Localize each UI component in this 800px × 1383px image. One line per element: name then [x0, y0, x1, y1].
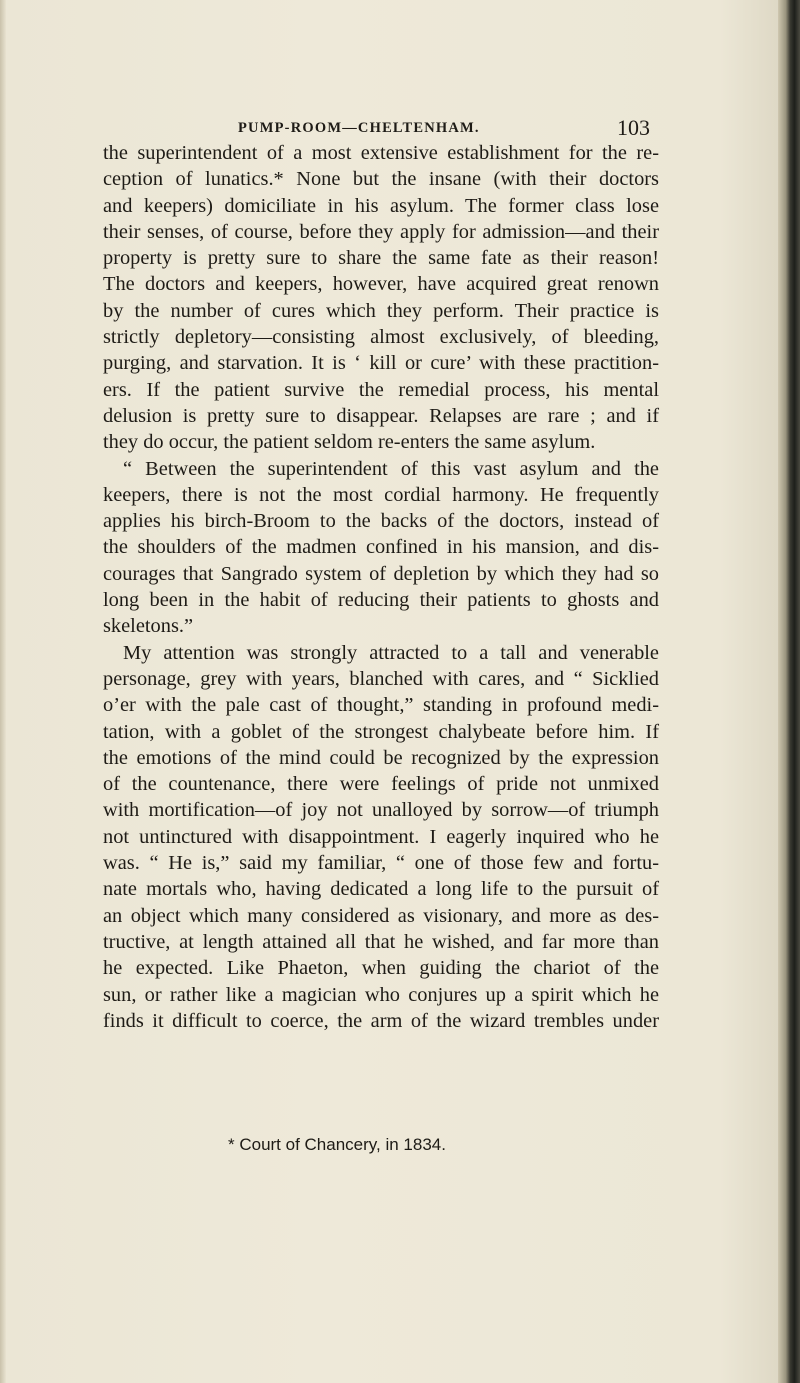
text-line: courages that Sangrado system of depletion by which they had so	[103, 562, 659, 585]
text-line: not untinctured with disappointment. I eagerly inquired who he	[103, 825, 659, 848]
text-line: tructive, at length attained all that he wished, and far more than	[103, 930, 659, 953]
page-left-edge	[0, 0, 6, 1383]
text-line: and keepers) domiciliate in his asylum. The former class lose	[103, 194, 659, 217]
text-line: property is pretty sure to share the same fate as their reason!	[103, 247, 659, 270]
running-head: PUMP-ROOM—CHELTENHAM.	[238, 120, 480, 136]
text-line: tation, with a goblet of the strongest chalybeate before him. If	[103, 720, 659, 743]
page-header	[238, 115, 658, 140]
text-line: finds it difficult to coerce, the arm of the wizard trembles under	[103, 1009, 659, 1032]
text-line: skeletons.”	[103, 615, 194, 638]
text-line: applies his birch-Broom to the backs of the doctors, instead of	[103, 510, 659, 533]
text-line: the emotions of the mind could be recognized by the expression	[103, 746, 659, 769]
body-text	[103, 140, 659, 1034]
text-line: he expected. Like Phaeton, when guiding the chariot of the	[103, 957, 659, 980]
footnote: * Court of Chancery, in 1834.	[228, 1135, 446, 1154]
book-spine-edge	[778, 0, 800, 1383]
text-line: personage, grey with years, blanched with cares, and “ Sicklied	[103, 667, 659, 690]
text-line: by the number of cures which they perform. Their practice is	[103, 299, 659, 322]
text-line: they do occur, the patient seldom re-enters the same asylum.	[103, 431, 596, 454]
text-line: the superintendent of a most extensive establishment for the re-	[103, 142, 659, 164]
text-line: purging, and starvation. It is ‘ kill or cure’ with these practition-	[103, 352, 659, 375]
text-line: with mortification—of joy not unalloyed by sorrow—of triumph	[103, 799, 659, 822]
page-number: 103	[617, 115, 650, 140]
text-line: strictly depletory—consisting almost exclusively, of bleeding,	[103, 326, 659, 349]
text-line: of the countenance, there were feelings of pride not unmixed	[103, 773, 659, 796]
text-line: the shoulders of the madmen confined in his mansion, and dis-	[103, 536, 659, 559]
text-line: an object which many considered as visionary, and more as des-	[103, 904, 659, 927]
text-line: o’er with the pale cast of thought,” standing in profound medi-	[103, 694, 659, 717]
text-line: My attention was strongly attracted to a tall and venerable	[123, 641, 659, 664]
text-line: was. “ He is,” said my familiar, “ one of those few and fortu-	[103, 852, 659, 875]
text-line: sun, or rather like a magician who conjures up a spirit which he	[103, 983, 659, 1006]
text-line: delusion is pretty sure to disappear. Relapses are rare ; and if	[103, 404, 659, 427]
text-line: long been in the habit of reducing their patients to ghosts and	[103, 589, 659, 612]
text-line: ers. If the patient survive the remedial process, his mental	[103, 378, 659, 401]
text-line: keepers, there is not the most cordial harmony. He frequently	[103, 483, 659, 506]
text-line: ception of lunatics.* None but the insane (with their doctors	[103, 168, 659, 191]
text-line: nate mortals who, having dedicated a long life to the pursuit of	[103, 878, 659, 901]
text-line: The doctors and keepers, however, have acquired great renown	[103, 273, 659, 296]
text-line: their senses, of course, before they apply for admission—and their	[103, 220, 659, 243]
text-line: “ Between the superintendent of this vast asylum and the	[123, 457, 659, 480]
